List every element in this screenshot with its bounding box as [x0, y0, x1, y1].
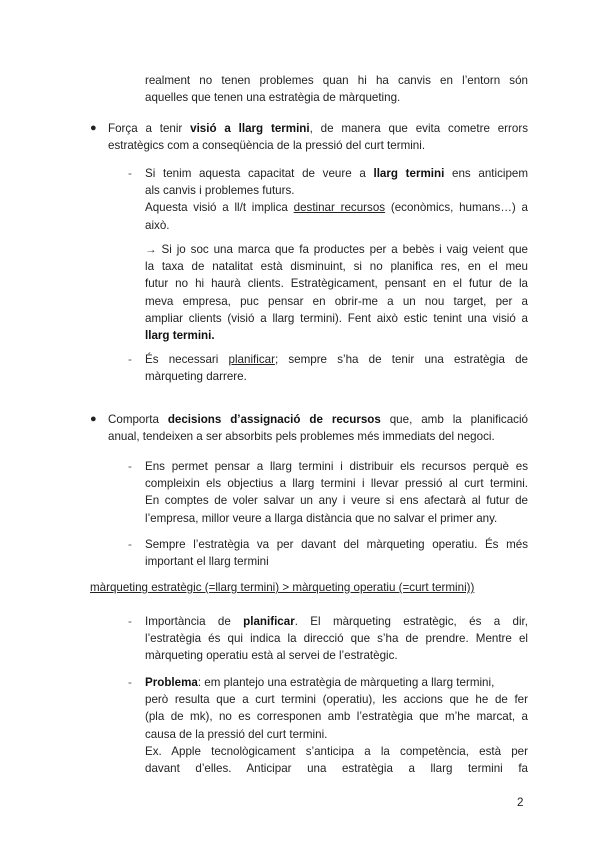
text-line: És necessari planificar; sempre s’ha de tenir una estratègia de — [145, 353, 528, 366]
text-line: això. — [145, 218, 170, 232]
text-line: màrqueting darrere. — [145, 370, 247, 384]
text-line: anual, tendeixen a ser absorbits pels problemes més immediats del negoci. — [108, 430, 495, 444]
text-line: la taxa de natalitat està disminuint, si no planifica res, en el meu — [145, 260, 528, 274]
dash-icon: - — [128, 538, 132, 551]
text-line: Comporta decisions d’assignació de recursos que, amb la planificació — [108, 413, 528, 426]
text-line: meva empresa, puc pensar en obrir-me a un nou target, per a — [145, 294, 528, 308]
page-number: 2 — [517, 796, 524, 809]
text-line: però resulta que a curt termini (operatiu), les accions que he de fer — [145, 693, 528, 707]
text-line: als canvis i problemes futurs. — [145, 184, 295, 198]
text-line: estratègics com a conseqüència de la pressió del curt termini. — [108, 139, 426, 153]
text-line: Si tenim aquesta capacitat de veure a llarg termini ens anticipem — [145, 167, 528, 180]
text-line: → Si jo soc una marca que fa productes per a bebès i vaig veient que — [145, 243, 528, 256]
dash-icon: - — [128, 353, 132, 366]
text-line: l’estratègia és qui indica la direcció que s’ha de prendre. Mentre el — [145, 632, 528, 646]
dash-icon: - — [128, 460, 132, 473]
text-line: important el llarg termini — [145, 555, 269, 569]
text-line: davant d’elles. Anticipar una estratègia a llarg termini fa — [145, 762, 528, 776]
subitem-problem — [145, 674, 528, 777]
dash-icon: - — [128, 167, 132, 180]
bullet-icon: ● — [90, 413, 97, 425]
text-line: màrqueting estratègic (=llarg termini) > màrqueting operatiu (=curt termini)) — [90, 581, 475, 594]
subitem-strategy-first — [145, 536, 528, 570]
text-line: (pla de mk), no es corresponen amb l’estratègia que m’he marcat, a — [145, 710, 528, 724]
text-line: l’empresa, millor veure a llarga distància que no salvar el primer any. — [145, 511, 498, 525]
subitem-importance-planning — [145, 613, 528, 665]
text-line: futur no hi haurà clients. Estratègicament, pensant en el futur de la — [145, 277, 528, 291]
subitem-long-term-planning — [145, 458, 528, 527]
text-line: Ens permet pensar a llarg termini i distribuir els recursos perquè es — [145, 460, 528, 473]
dash-icon: - — [128, 615, 132, 628]
text-line: aquelles que tenen una estratègia de màrqueting. — [145, 91, 401, 105]
subitem-planning — [145, 351, 528, 385]
text-line: Aquesta visió a ll/t implica destinar recursos (econòmics, humans…) a — [145, 201, 528, 215]
bullet-paragraph-resource-allocation — [108, 411, 528, 445]
text-line: En comptes de voler salvar un any i veure si ens afectarà al futur de — [145, 494, 528, 508]
intro-paragraph — [145, 72, 528, 106]
text-line: llarg termini. — [145, 329, 215, 343]
text-line: Importància de planificar. El màrqueting estratègic, és a dir, — [145, 615, 528, 628]
bullet-icon: ● — [90, 122, 97, 134]
subitem-anticipation — [145, 165, 528, 234]
text-line: ampliar clients (visió a llarg termini). Fent això estic tenint una visió a — [145, 311, 528, 325]
text-line: Ex. Apple tecnològicament s’anticipa a la competència, està per — [145, 744, 528, 758]
text-line: Sempre l’estratègia va per davant del màrqueting operatiu. És més — [145, 538, 528, 551]
text-line: compleixin els objectius a llarg termini i llevar pressió al curt termini. — [145, 477, 528, 491]
text-line: causa de la pressió del curt termini. — [145, 727, 328, 741]
comparison-line — [90, 579, 530, 596]
text-line: màrqueting operatiu està al servei de l’estratègic. — [145, 649, 398, 663]
bullet-paragraph-long-term-vision — [108, 120, 528, 154]
text-line: Força a tenir visió a llarg termini, de manera que evita cometre errors — [108, 122, 528, 135]
dash-icon: - — [128, 676, 132, 689]
text-line: realment no tenen problemes quan hi ha canvis en l’entorn són — [145, 74, 528, 87]
text-line: Problema: em plantejo una estratègia de màrqueting a llarg termini, — [145, 676, 495, 689]
example-paragraph — [145, 241, 528, 344]
